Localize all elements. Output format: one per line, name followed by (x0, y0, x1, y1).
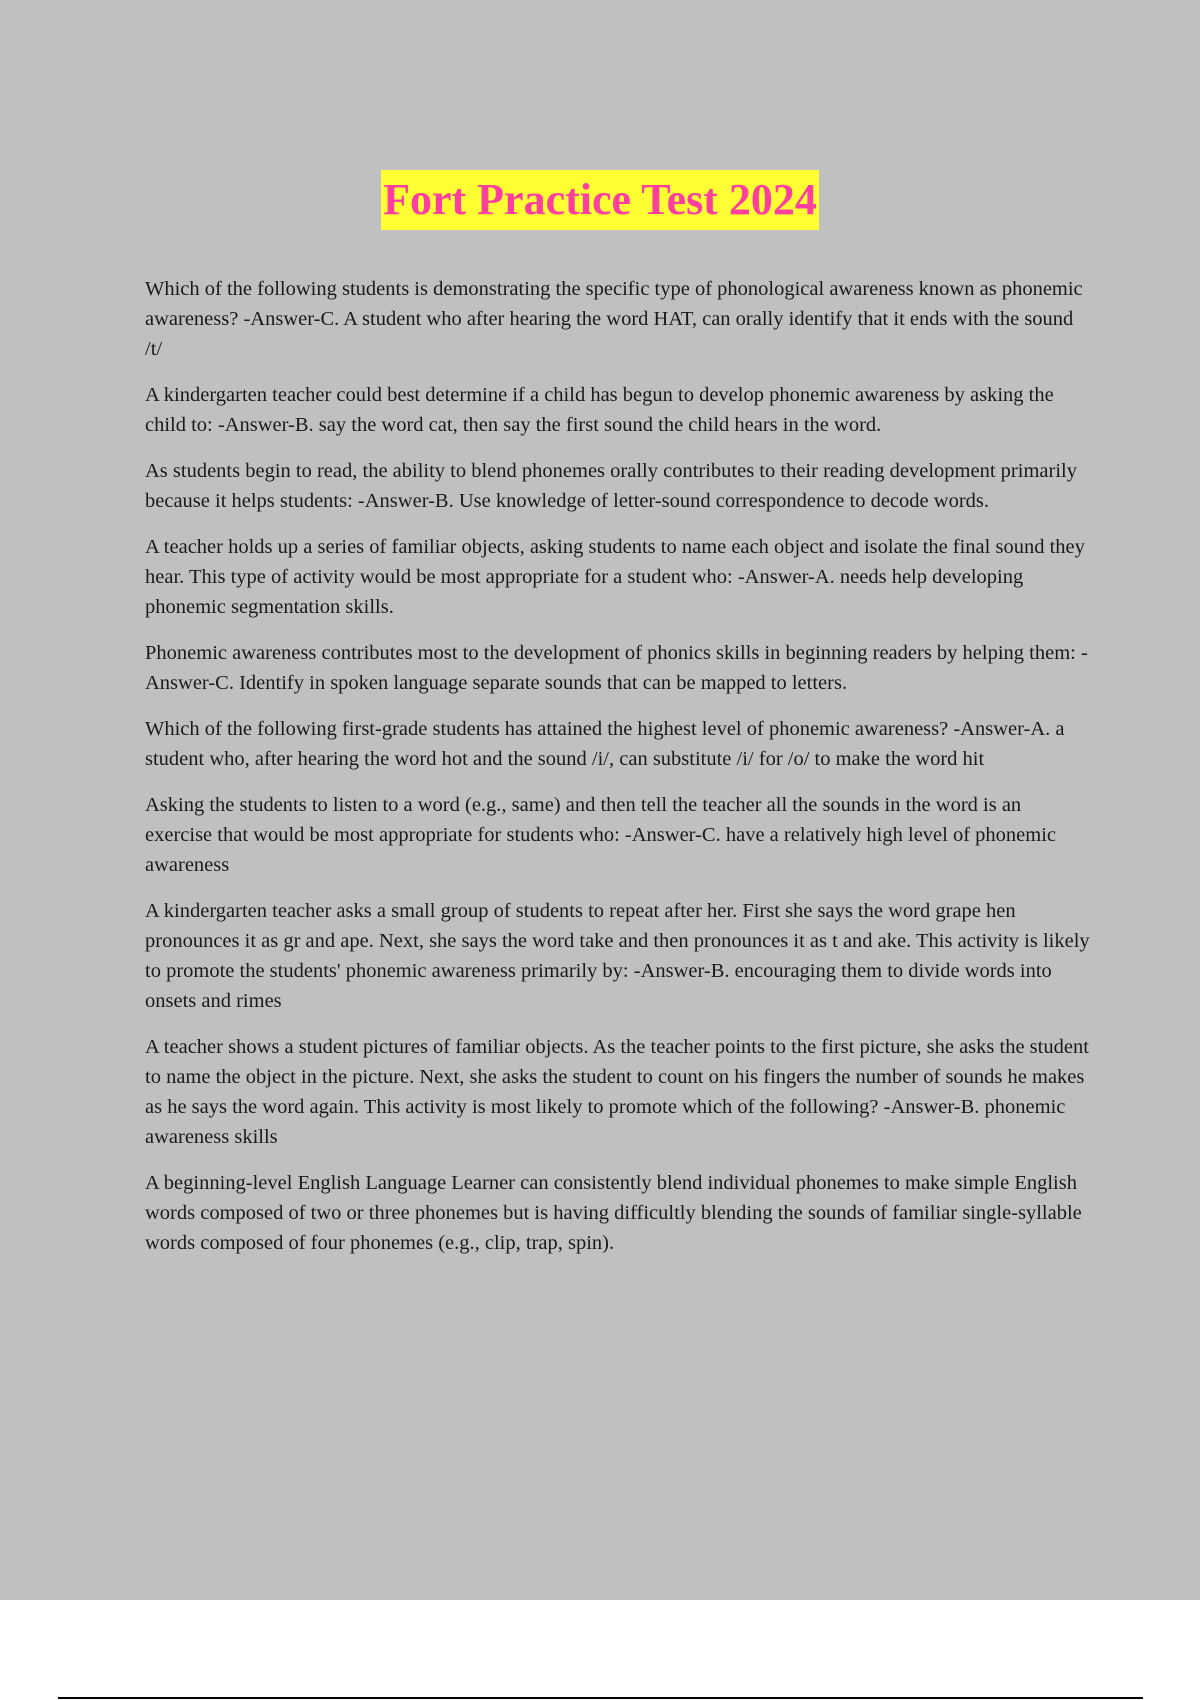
qa-item: A kindergarten teacher asks a small group of students to repeat after her. First she says the word grape hen pronounces it as gr and ape. Next, she says the word take and then pronounces it as t and ake. This activity is likely to promote the students' phonemic awareness primarily by: -Answer-B. encouraging them to divide words into onsets and rimes (145, 900, 1090, 1012)
bottom-divider-line (58, 1697, 1143, 1699)
qa-item: A beginning-level English Language Learner can consistently blend individual phonemes to make simple English words composed of two or three phonemes but is having difficultly blending the sounds of familiar single-syllable words composed of four phonemes (e.g., clip, trap, spin). (145, 1172, 1082, 1254)
qa-item: A teacher shows a student pictures of familiar objects. As the teacher points to the first picture, she asks the student to name the object in the picture. Next, she asks the student to count on his fingers the number of sounds he makes as he says the word again. This activity is most likely to promote which of the following? -Answer-B. phonemic awareness skills (145, 1036, 1089, 1148)
qa-item: Asking the students to listen to a word (e.g., same) and then tell the teacher all the sounds in the word is an exercise that would be most appropriate for students who: -Answer-C. have a relatively high level of phonemic awareness (145, 794, 1056, 876)
qa-item: As students begin to read, the ability to blend phonemes orally contributes to their reading development primarily because it helps students: -Answer-B. Use knowledge of letter-sound correspondence to decode words. (145, 460, 1077, 512)
qa-item: Which of the following first-grade students has attained the highest level of phonemic awareness? -Answer-A. a student who, after hearing the word hot and the sound /i/, can substitute /i/ for /o/ to make the word hit (145, 718, 1065, 770)
qa-item: Phonemic awareness contributes most to the development of phonics skills in beginning readers by helping them: -Answer-C. Identify in spoken language separate sounds that can be mapped to letters. (145, 642, 1088, 694)
question-answer-list (145, 274, 1090, 1274)
qa-item: A kindergarten teacher could best determine if a child has begun to develop phonemic awareness by asking the child to: -Answer-B. say the word cat, then say the first sound the child hears in the word. (145, 384, 1054, 436)
title-container (0, 170, 1200, 230)
qa-item: A teacher holds up a series of familiar objects, asking students to name each object and isolate the final sound they hear. This type of activity would be most appropriate for a student who: -Answer-A. needs help developing phonemic segmentation skills. (145, 536, 1085, 618)
document-title: Fort Practice Test 2024 (381, 170, 819, 230)
qa-item: Which of the following students is demonstrating the specific type of phonological awareness known as phonemic awareness? -Answer-C. A student who after hearing the word HAT, can orally identify that it ends with the sound /t/ (145, 278, 1083, 360)
